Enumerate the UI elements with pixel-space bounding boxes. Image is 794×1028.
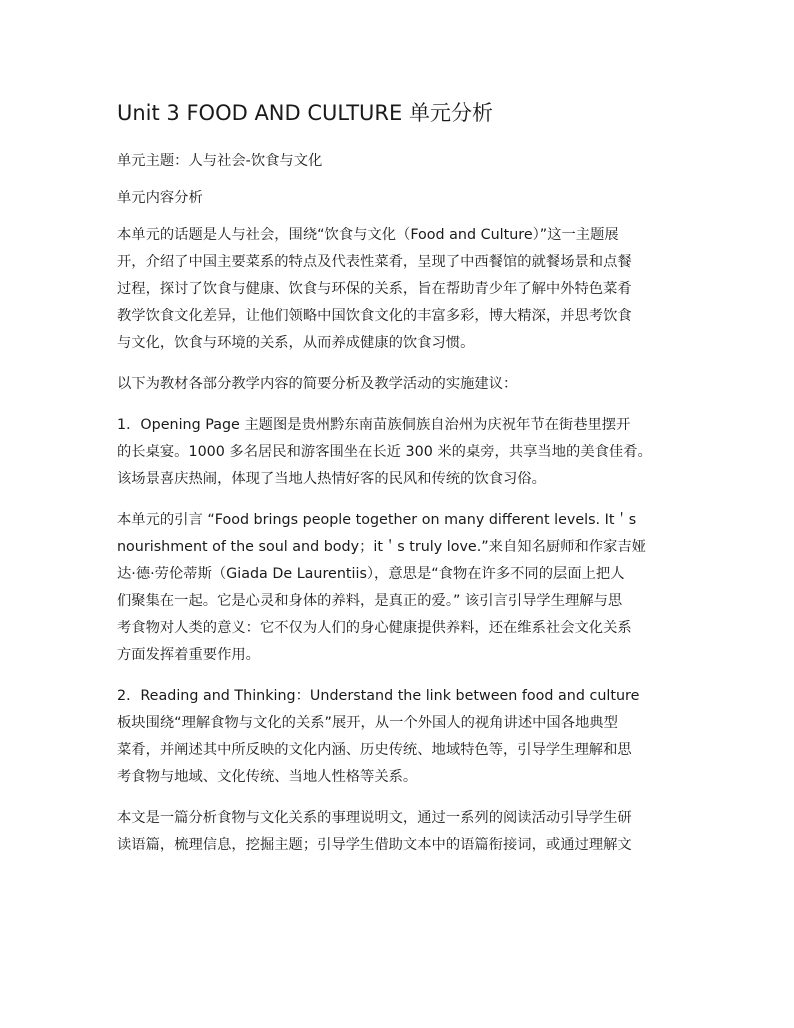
paragraph-line: 板块围绕“理解食物与文化的关系”展开，从一个外国人的视角讲述中国各地典型 [117,715,618,731]
paragraph [117,683,683,791]
paragraph-line: 方面发挥着重要作用。 [117,647,260,663]
paragraph-line: 与文化，饮食与环境的关系，从而养成健康的饮食习惯。 [117,335,475,351]
paragraph-line: nourishment of the soul and body；it＇s truly love.”来自知名厨师和作家吉娅 [117,539,646,555]
paragraph-line: 们聚集在一起。它是心灵和身体的养料，是真正的爱。” 该引言引导学生理解与思 [117,593,623,609]
paragraph-line: 开，介绍了中国主要菜系的特点及代表性菜肴，呈现了中西餐馆的就餐场景和点餐 [117,254,632,270]
paragraph [117,371,683,398]
content-heading: 单元内容分析 [117,190,203,206]
paragraph-line: 过程，探讨了饮食与健康、饮食与环保的关系，旨在帮助青少年了解中外特色菜肴 [117,281,632,297]
paragraph [117,222,683,357]
paragraph-line: 该场景喜庆热闹，体现了当地人热情好客的民风和传统的饮食习俗。 [117,471,546,487]
paragraph-line: 本单元的引言 “Food brings people together on many different levels. It＇s [117,512,637,528]
paragraph-line: 1．Opening Page 主题图是贵州黔东南苗族侗族自治州为庆祝年节在街巷里摆开 [117,417,631,433]
paragraph-line: 以下为教材各部分教学内容的简要分析及教学活动的实施建议： [117,376,518,392]
paragraph [117,412,683,493]
paragraph [117,805,683,859]
paragraph-line: 本单元的话题是人与社会，围绕“饮食与文化（Food and Culture）”这一主题展 [117,227,619,243]
paragraph-line: 达·德·劳伦蒂斯（Giada De Laurentiis），意思是“食物在许多不同的层面上把人 [117,566,625,582]
document-page [117,98,683,859]
paragraph-line: 菜肴，并阐述其中所反映的文化内涵、历史传统、地域特色等，引导学生理解和思 [117,742,632,758]
paragraph-line: 考食物对人类的意义：它不仅为人们的身心健康提供养料，还在维系社会文化关系 [117,620,632,636]
paragraph-line: 本文是一篇分析食物与文化关系的事理说明文，通过一系列的阅读活动引导学生研 [117,810,632,826]
unit-theme: 单元主题：人与社会-饮食与文化 [117,153,323,169]
paragraph-line: 读语篇，梳理信息，挖掘主题；引导学生借助文本中的语篇衔接词，或通过理解文 [117,837,632,853]
paragraph-line: 的长桌宴。1000 多名居民和游客围坐在长近 300 米的桌旁，共享当地的美食佳肴。 [117,444,652,460]
document-title: Unit 3 FOOD AND CULTURE 单元分析 [117,101,493,125]
paragraph-line: 考食物与地域、文化传统、当地人性格等关系。 [117,769,418,785]
paragraph-line: 教学饮食文化差异，让他们领略中国饮食文化的丰富多彩，博大精深，并思考饮食 [117,308,632,324]
paragraph-line: 2．Reading and Thinking：Understand the link between food and culture [117,688,640,704]
paragraph [117,507,683,669]
